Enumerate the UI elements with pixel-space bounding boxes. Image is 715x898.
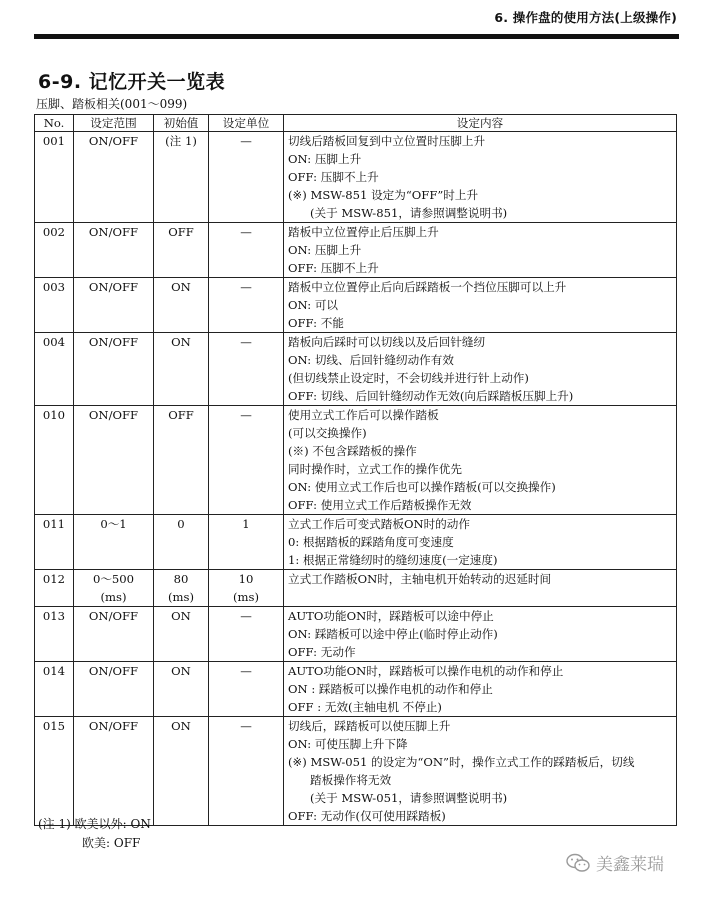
- cell-text: (注 1): [165, 134, 197, 148]
- content-line: ON: 切线、后回针缝纫动作有效: [288, 353, 454, 367]
- cell-text: 001: [42, 134, 66, 148]
- cell-content: [284, 662, 677, 717]
- watermark: [566, 850, 664, 875]
- content-line: 踏板操作将无效: [310, 773, 392, 787]
- cell-unit: [209, 570, 284, 607]
- cell-initial: [154, 278, 209, 333]
- col-header-no: No.: [35, 115, 74, 132]
- cell-text: ON/OFF: [88, 225, 139, 239]
- cell-text: —: [240, 134, 252, 148]
- content-line: OFF: 无动作: [288, 645, 356, 659]
- cell-no: [35, 570, 74, 607]
- table-row: [35, 607, 677, 662]
- cell-content: [284, 333, 677, 406]
- content-line: OFF : 无效(主轴电机 不停止): [288, 700, 442, 714]
- cell-text: 80: [173, 572, 189, 586]
- content-line: ON: 可以: [288, 298, 339, 312]
- cell-range: [74, 278, 154, 333]
- cell-range: [74, 515, 154, 570]
- content-line: ON : 踩踏板可以操作电机的动作和停止: [288, 682, 493, 696]
- cell-unit: [209, 607, 284, 662]
- cell-content: [284, 607, 677, 662]
- content-line: (可以交换操作): [288, 426, 367, 440]
- cell-text: 0: [177, 517, 185, 531]
- cell-text: ON/OFF: [88, 609, 139, 623]
- cell-text: ON/OFF: [88, 719, 139, 733]
- cell-text: (ms): [100, 590, 127, 604]
- cell-content: [284, 132, 677, 223]
- col-header-content: 设定内容: [284, 115, 677, 132]
- footnote-line: 欧美: OFF: [82, 836, 141, 850]
- cell-no: [35, 607, 74, 662]
- table-subtitle: 压脚、踏板相关(001～099): [36, 97, 188, 111]
- cell-unit: [209, 278, 284, 333]
- cell-initial: [154, 333, 209, 406]
- wechat-icon: [566, 853, 590, 873]
- cell-text: ON: [171, 280, 191, 294]
- cell-text: 013: [42, 609, 66, 623]
- content-line: (※) MSW-051 的设定为“ON”时，操作立式工作的踩踏板后，切线: [288, 755, 635, 769]
- cell-text: 1: [242, 517, 250, 531]
- cell-range: [74, 406, 154, 515]
- cell-content: [284, 515, 677, 570]
- cell-initial: [154, 717, 209, 826]
- cell-text: ON/OFF: [88, 408, 139, 422]
- cell-no: [35, 515, 74, 570]
- cell-initial: [154, 662, 209, 717]
- cell-text: ON/OFF: [88, 280, 139, 294]
- table-row: [35, 278, 677, 333]
- content-line: ON: 使用立式工作后也可以操作踏板(可以交换操作): [288, 480, 556, 494]
- cell-text: —: [240, 280, 252, 294]
- cell-text: 002: [42, 225, 66, 239]
- cell-text: —: [240, 609, 252, 623]
- cell-unit: [209, 223, 284, 278]
- cell-range: [74, 223, 154, 278]
- col-header-unit: 设定单位: [209, 115, 284, 132]
- cell-text: 003: [42, 280, 66, 294]
- content-line: 立式工作踏板ON时，主轴电机开始转动的迟延时间: [288, 572, 552, 586]
- watermark-text: 美鑫莱瑞: [596, 855, 664, 875]
- footnote-line: (注 1) 欧美以外: ON: [38, 817, 151, 831]
- content-line: (※) MSW-851 设定为“OFF”时上升: [288, 188, 479, 202]
- cell-text: OFF: [168, 225, 194, 239]
- cell-text: ON/OFF: [88, 664, 139, 678]
- content-line: OFF: 压脚不上升: [288, 170, 379, 184]
- table-row: [35, 333, 677, 406]
- cell-initial: [154, 406, 209, 515]
- cell-no: [35, 333, 74, 406]
- cell-text: 10: [238, 572, 254, 586]
- cell-text: 015: [42, 719, 66, 733]
- cell-range: [74, 570, 154, 607]
- page-title: 6-9. 记忆开关一览表: [38, 71, 226, 93]
- cell-text: 011: [42, 517, 66, 531]
- cell-unit: [209, 662, 284, 717]
- content-line: OFF: 不能: [288, 316, 344, 330]
- cell-text: ON: [171, 719, 191, 733]
- content-line: (※) 不包含踩踏板的操作: [288, 444, 417, 458]
- content-line: 1: 根据正常缝纫时的缝纫速度(一定速度): [288, 553, 498, 567]
- content-line: 踏板向后踩时可以切线以及后回针缝纫: [288, 335, 486, 349]
- table-row: [35, 406, 677, 515]
- cell-text: ON/OFF: [88, 335, 139, 349]
- table-header-row: [35, 115, 677, 132]
- cell-initial: [154, 132, 209, 223]
- content-line: ON: 可使压脚上升下降: [288, 737, 408, 751]
- cell-unit: [209, 333, 284, 406]
- cell-no: [35, 717, 74, 826]
- cell-text: —: [240, 719, 252, 733]
- content-line: OFF: 切线、后回针缝纫动作无效(向后踩踏板压脚上升): [288, 389, 574, 403]
- cell-text: 004: [42, 335, 66, 349]
- content-line: 踏板中立位置停止后压脚上升: [288, 225, 439, 239]
- cell-content: [284, 278, 677, 333]
- content-line: 立式工作后可变式踏板ON时的动作: [288, 517, 470, 531]
- cell-text: ON: [171, 609, 191, 623]
- content-line: 0: 根据踏板的踩踏角度可变速度: [288, 535, 454, 549]
- cell-text: —: [240, 335, 252, 349]
- content-line: (关于 MSW-851，请参照调整说明书): [310, 206, 508, 220]
- content-line: AUTO功能ON时，踩踏板可以操作电机的动作和停止: [288, 664, 564, 678]
- section-header: 6. 操作盘的使用方法(上级操作): [494, 10, 677, 25]
- content-line: 切线后踏板回复到中立位置时压脚上升: [288, 134, 486, 148]
- cell-text: 012: [42, 572, 66, 586]
- cell-text: —: [240, 664, 252, 678]
- content-line: OFF: 压脚不上升: [288, 261, 379, 275]
- header-rule: [34, 34, 679, 39]
- cell-text: —: [240, 225, 252, 239]
- content-line: (关于 MSW-051，请参照调整说明书): [310, 791, 508, 805]
- content-line: ON: 踩踏板可以途中停止(临时停止动作): [288, 627, 498, 641]
- cell-unit: [209, 515, 284, 570]
- content-line: 使用立式工作后可以操作踏板: [288, 408, 439, 422]
- cell-text: ON: [171, 335, 191, 349]
- content-line: (但切线禁止设定时，不会切线并进行针上动作): [288, 371, 529, 385]
- cell-text: OFF: [168, 408, 194, 422]
- cell-range: [74, 333, 154, 406]
- cell-initial: [154, 515, 209, 570]
- cell-no: [35, 278, 74, 333]
- cell-unit: [209, 406, 284, 515]
- cell-text: 0～1: [100, 517, 127, 531]
- cell-initial: [154, 570, 209, 607]
- cell-no: [35, 406, 74, 515]
- table-row: [35, 515, 677, 570]
- cell-text: (ms): [168, 590, 194, 604]
- cell-no: [35, 223, 74, 278]
- cell-no: [35, 662, 74, 717]
- content-line: ON: 压脚上升: [288, 152, 362, 166]
- content-line: 踏板中立位置停止后向后踩踏板一个挡位压脚可以上升: [288, 280, 567, 294]
- table-row: [35, 570, 677, 607]
- content-line: 切线后，踩踏板可以使压脚上升: [288, 719, 451, 733]
- cell-text: —: [240, 408, 252, 422]
- memory-switch-table: [34, 114, 677, 826]
- cell-text: 014: [42, 664, 66, 678]
- cell-range: [74, 717, 154, 826]
- cell-text: 010: [42, 408, 66, 422]
- table-row: [35, 223, 677, 278]
- content-line: AUTO功能ON时，踩踏板可以途中停止: [288, 609, 494, 623]
- cell-range: [74, 662, 154, 717]
- cell-text: ON/OFF: [88, 134, 139, 148]
- content-line: ON: 压脚上升: [288, 243, 362, 257]
- cell-content: [284, 223, 677, 278]
- cell-initial: [154, 223, 209, 278]
- content-line: OFF: 使用立式工作后踏板操作无效: [288, 498, 472, 512]
- cell-range: [74, 607, 154, 662]
- cell-range: [74, 132, 154, 223]
- cell-content: [284, 406, 677, 515]
- table-row: [35, 662, 677, 717]
- cell-content: [284, 570, 677, 607]
- cell-text: (ms): [233, 590, 259, 604]
- cell-no: [35, 132, 74, 223]
- cell-unit: [209, 717, 284, 826]
- table-row: [35, 717, 677, 826]
- table-row: [35, 132, 677, 223]
- cell-initial: [154, 607, 209, 662]
- col-header-initial: 初始值: [154, 115, 209, 132]
- cell-unit: [209, 132, 284, 223]
- cell-text: ON: [171, 664, 191, 678]
- footnote: [38, 815, 151, 853]
- content-line: 同时操作时，立式工作的操作优先: [288, 462, 462, 476]
- col-header-range: 设定范围: [74, 115, 154, 132]
- cell-content: [284, 717, 677, 826]
- content-line: OFF: 无动作(仅可使用踩踏板): [288, 809, 446, 823]
- cell-text: 0～500: [92, 572, 135, 586]
